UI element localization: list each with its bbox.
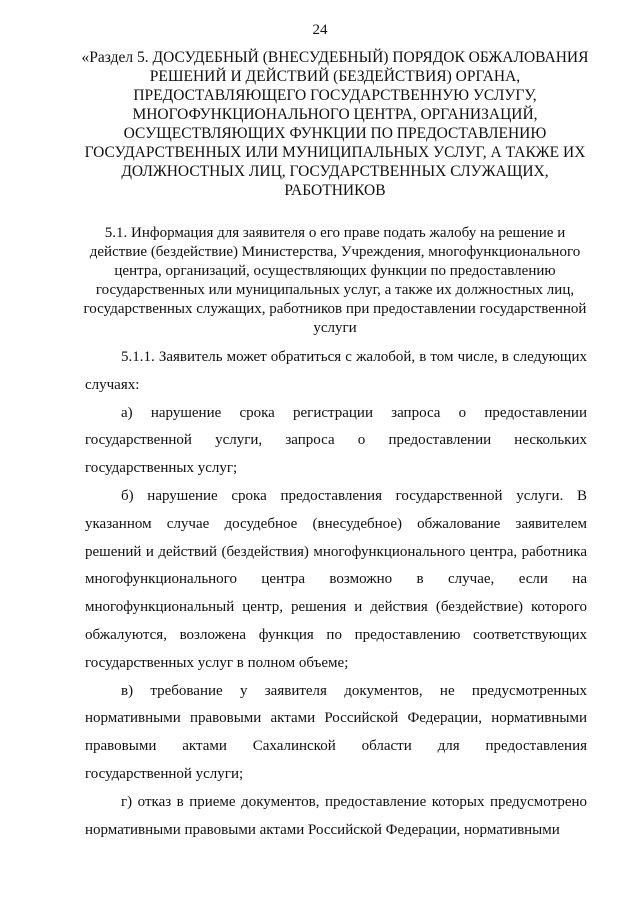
paragraph-item-b: б) нарушение срока предоставления государственной услуги. В указанном случае досудебное (внесудебное) обжалование заявителем решений и действий (бездействия) многофункционального центра, работника многофункционального центра возможно в случае, если на многофункциональный центр, решения и действия (бездействие) которого обжалуются, возложена функция по предоставлению соответствующих государственных услуг в полном объеме; (85, 487, 587, 671)
body-text (85, 344, 587, 844)
subsection-heading: 5.1. Информация для заявителя о его праве подать жалобу на решение и действие (бездействие) Министерства, Учреждения, многофункционального центра, организаций, осуществляющих функции по предоставлению государственных или муниципальных услуг, а также их должностных лиц, государственных служащих, работников при предоставлении государственной услуги (83, 225, 587, 336)
paragraph-5-1-1: 5.1.1. Заявитель может обратиться с жалобой, в том числе, в следующих случаях: (85, 349, 587, 393)
page-number: 24 (312, 22, 328, 38)
section-title: «Раздел 5. ДОСУДЕБНЫЙ (ВНЕСУДЕБНЫЙ) ПОРЯДОК ОБЖАЛОВАНИЯ РЕШЕНИЙ И ДЕЙСТВИЙ (БЕЗДЕЙСТВИЯ) ОРГАНА, ПРЕДОСТАВЛЯЮЩЕГО ГОСУДАРСТВЕННУЮ УСЛУГУ, МНОГОФУНКЦИОНАЛЬНОГО ЦЕНТРА, ОРГАНИЗАЦИЙ, ОСУЩЕСТВЛЯЮЩИХ ФУНКЦИИ ПО ПРЕДОСТАВЛЕНИЮ ГОСУДАРСТВЕННЫХ ИЛИ МУНИЦИПАЛЬНЫХ УСЛУГ, А ТАКЖЕ ИХ ДОЛЖНОСТНЫХ ЛИЦ, ГОСУДАРСТВЕННЫХ СЛУЖАЩИХ, РАБОТНИКОВ (81, 49, 589, 199)
paragraph-item-v: в) требование у заявителя документов, не предусмотренных нормативными правовыми актами Российской Федерации, нормативными правовыми актами Сахалинской области для предоставления государственной услуги; (85, 682, 587, 782)
paragraph-item-g: г) отказ в приеме документов, предоставление которых предусмотрено нормативными правовыми актами Российской Федерации, нормативными (85, 793, 587, 838)
paragraph-item-a: а) нарушение срока регистрации запроса о предоставлении государственной услуги, запроса о предоставлении нескольких государственных услуг; (85, 404, 587, 477)
